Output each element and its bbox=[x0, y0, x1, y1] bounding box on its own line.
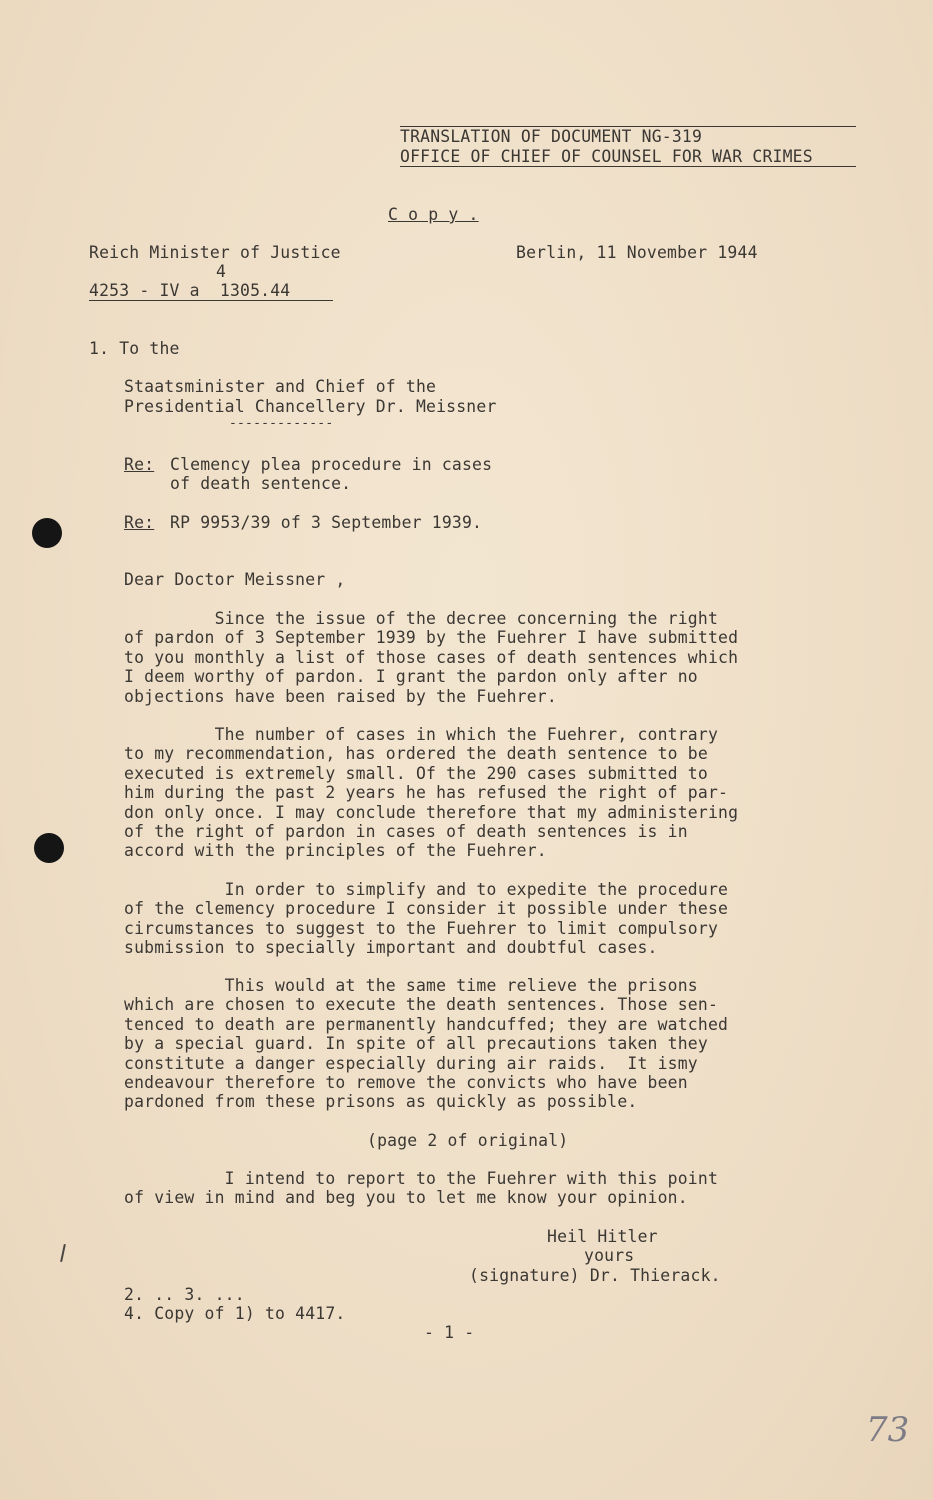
closing-signature: (signature) Dr. Thierack. bbox=[469, 1266, 721, 1285]
paragraph-4-line: This would at the same time relieve the prisons bbox=[124, 976, 698, 995]
paragraph-1-line: Since the issue of the decree concerning the right bbox=[124, 609, 719, 628]
closing-greeting: Heil Hitler bbox=[547, 1227, 658, 1246]
paragraph-5 bbox=[124, 1169, 718, 1208]
margin-tick bbox=[60, 1244, 66, 1262]
header-line-2: OFFICE OF CHIEF OF COUNSEL FOR WAR CRIMES bbox=[400, 147, 813, 166]
paragraph-2-line: accord with the principles of the Fuehrer. bbox=[124, 841, 547, 861]
page-note: (page 2 of original) bbox=[367, 1131, 569, 1150]
paragraph-2-line: don only once. I may conclude therefore that my administering bbox=[124, 802, 739, 822]
reference-superscript: 4 bbox=[216, 262, 227, 281]
salutation: Dear Doctor Meissner , bbox=[124, 570, 346, 589]
paragraph-5-line: I intend to report to the Fuehrer with this point bbox=[124, 1169, 719, 1188]
reference-number: 4253 - IV a 1305.44 bbox=[89, 281, 291, 300]
paragraph-2-line: executed is extremely small. Of the 290 cases submitted to bbox=[124, 763, 708, 783]
address-intro: 1. To the bbox=[89, 339, 180, 358]
paragraph-4-line: tenced to death are permanently handcuffed; they are watched bbox=[124, 1014, 729, 1034]
paragraph-1 bbox=[124, 609, 738, 706]
paragraph-2-line: The number of cases in which the Fuehrer, contrary bbox=[124, 725, 719, 744]
re-subject-line-1: Clemency plea procedure in cases bbox=[170, 455, 493, 474]
paragraph-4-line: which are chosen to execute the death sentences. Those sen- bbox=[124, 995, 719, 1015]
paragraph-3-line: of the clemency procedure I consider it possible under these bbox=[124, 899, 729, 919]
paragraph-3 bbox=[124, 880, 728, 958]
punch-hole-top bbox=[32, 518, 62, 548]
paragraph-2-line: of the right of pardon in cases of death sentences is in bbox=[124, 822, 688, 842]
paragraph-2-line: him during the past 2 years he has refused the right of par- bbox=[124, 783, 729, 803]
paragraph-3-line: In order to simplify and to expedite the procedure bbox=[124, 880, 729, 899]
address-line-2: Presidential Chancellery Dr. Meissner bbox=[124, 397, 497, 416]
paragraph-1-line: to you monthly a list of those cases of death sentences which bbox=[124, 647, 739, 667]
paragraph-4-line: by a special guard. In spite of all precautions taken they bbox=[124, 1034, 708, 1054]
handwritten-page-mark: 73 bbox=[866, 1410, 910, 1450]
paragraph-5-line: of view in mind and beg you to let me know your opinion. bbox=[124, 1188, 688, 1208]
paragraph-4-line: endeavour therefore to remove the convicts who have been bbox=[124, 1073, 688, 1093]
header-line-1: TRANSLATION OF DOCUMENT NG-319 bbox=[400, 127, 703, 146]
paragraph-1-line: I deem worthy of pardon. I grant the pardon only after no bbox=[124, 667, 698, 687]
address-rule: ------------- bbox=[229, 416, 334, 431]
sender-title: Reich Minister of Justice bbox=[89, 243, 341, 262]
paragraph-2 bbox=[124, 725, 738, 861]
header-bottom-rule bbox=[400, 166, 856, 167]
copy-label: C o p y . bbox=[388, 205, 479, 224]
paragraph-4-line: pardoned from these prisons as quickly as possible. bbox=[124, 1092, 638, 1112]
closing-yours: yours bbox=[584, 1246, 635, 1265]
footer-line-1: 2. .. 3. ... bbox=[124, 1285, 245, 1304]
punch-hole-bottom bbox=[34, 833, 64, 863]
paragraph-4 bbox=[124, 976, 728, 1112]
paragraph-3-line: circumstances to suggest to the Fuehrer to limit compulsory bbox=[124, 918, 719, 938]
page-number: - 1 - bbox=[424, 1323, 475, 1342]
paragraph-3-line: submission to specially important and doubtful cases. bbox=[124, 938, 658, 958]
paragraph-2-line: to my recommendation, has ordered the death sentence to be bbox=[124, 744, 708, 764]
re-label-2: Re: bbox=[124, 513, 155, 532]
paragraph-1-line: objections have been raised by the Fuehrer. bbox=[124, 686, 557, 706]
address-line-1: Staatsminister and Chief of the bbox=[124, 377, 437, 396]
dateline: Berlin, 11 November 1944 bbox=[516, 243, 758, 262]
re-label-1: Re: bbox=[124, 455, 155, 474]
footer-line-2: 4. Copy of 1) to 4417. bbox=[124, 1304, 346, 1323]
re-reference: RP 9953/39 of 3 September 1939. bbox=[170, 513, 483, 532]
paragraph-1-line: of pardon of 3 September 1939 by the Fuehrer I have submitted bbox=[124, 628, 739, 648]
paragraph-4-line: constitute a danger especially during air raids. It ismy bbox=[124, 1053, 698, 1073]
reference-underline bbox=[89, 300, 333, 301]
re-subject-line-2: of death sentence. bbox=[170, 474, 352, 493]
